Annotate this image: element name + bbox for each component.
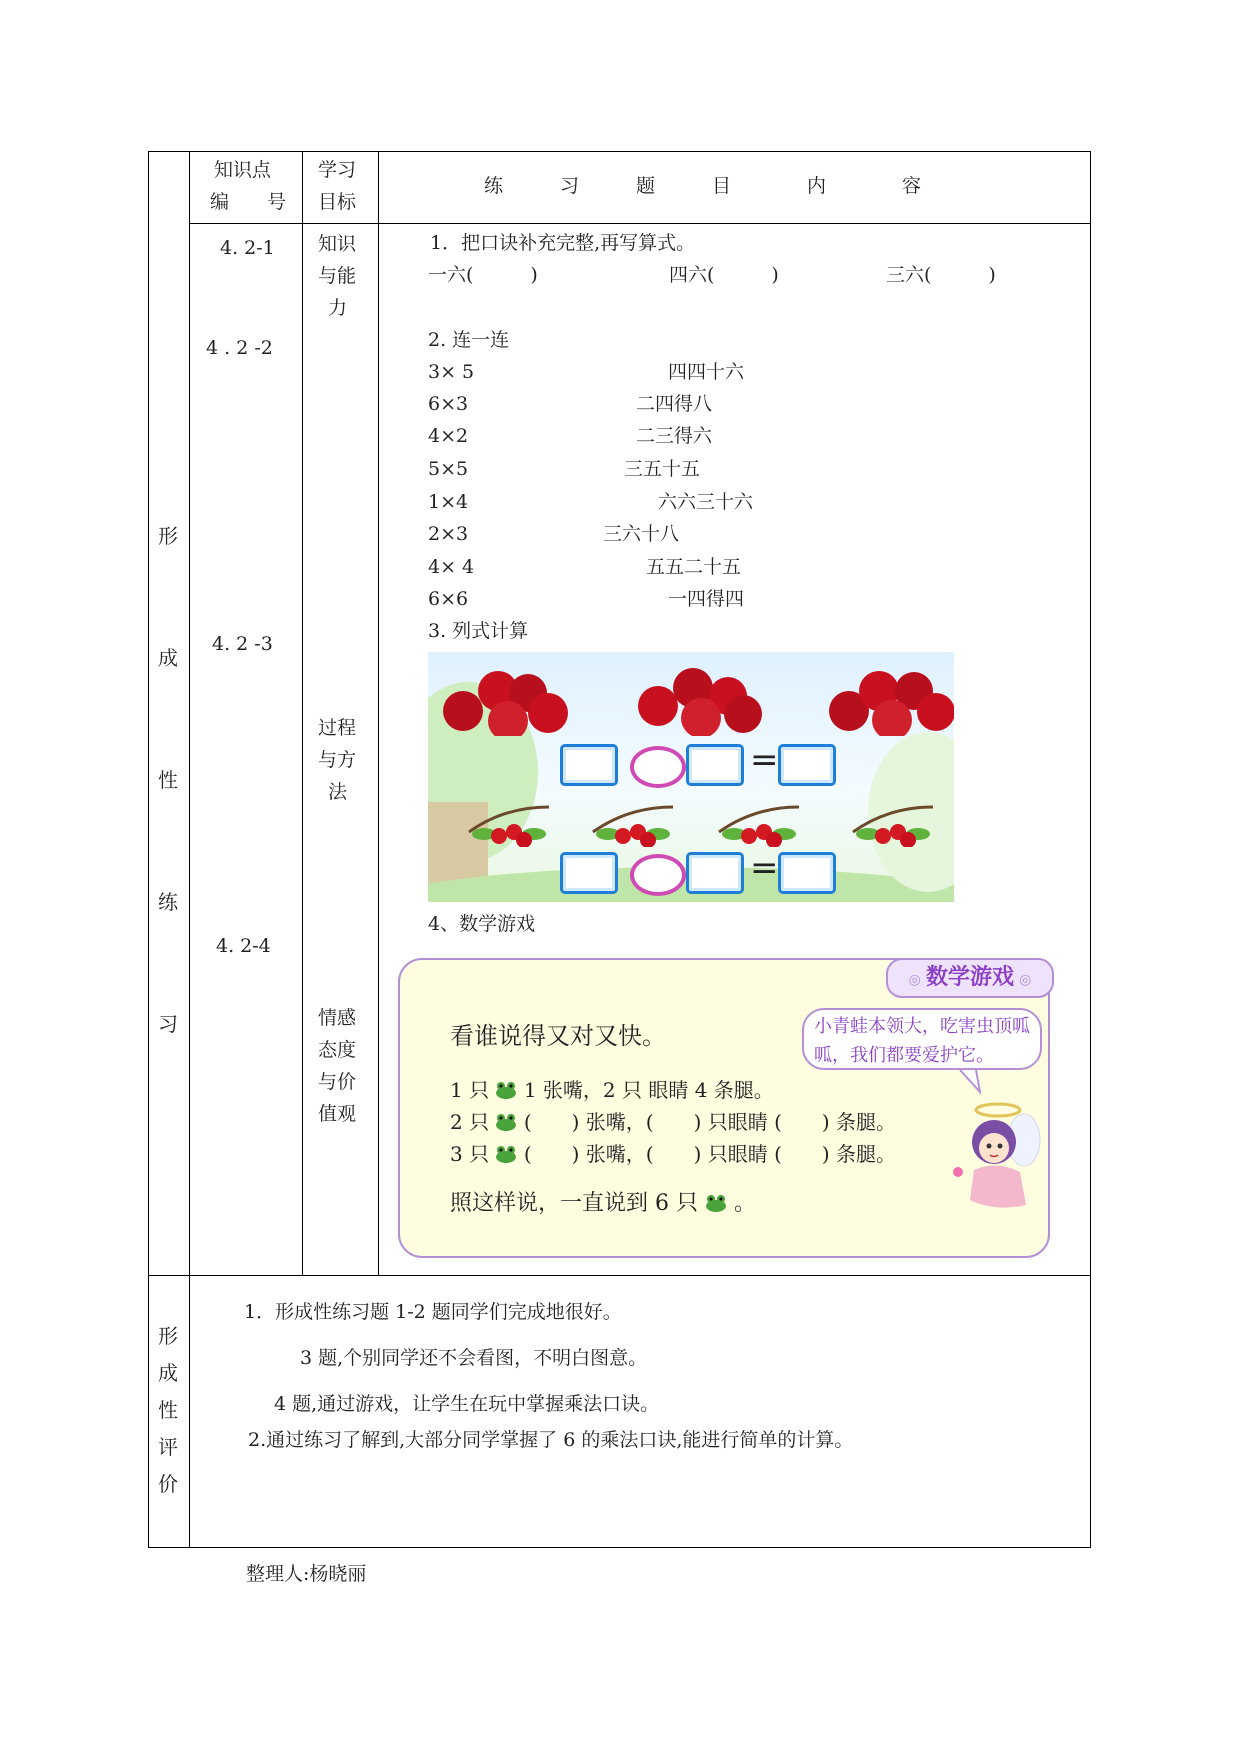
- q1-item-1: 一六( ): [428, 264, 538, 286]
- left-label-1: 形: [158, 524, 178, 548]
- q1-title: 1．把口诀补充完整,再写算式。: [430, 232, 696, 254]
- q2-left-3: 4×2: [428, 425, 469, 447]
- eval-label-2: 成: [158, 1361, 178, 1385]
- eval-label-3: 性: [158, 1398, 178, 1422]
- equals-sign: =: [750, 740, 779, 780]
- lychee-cluster-2: [633, 666, 773, 736]
- answer-box[interactable]: [778, 852, 836, 894]
- header-kp-line1: 知识点: [214, 159, 272, 181]
- speech-bubble-tail: [958, 1070, 988, 1094]
- kp-number-4: 4. 2-4: [216, 935, 271, 957]
- eval-label-5: 价: [158, 1472, 178, 1496]
- header-content: 练 习 题 目 内 容: [484, 175, 922, 197]
- game-line-4: 照这样说，一直说到 6 只 。: [450, 1191, 756, 1216]
- q2-title: 2. 连一连: [428, 329, 510, 351]
- q2-right-2: 二四得八: [636, 393, 713, 415]
- frog-icon: [495, 1112, 517, 1132]
- answer-box[interactable]: [778, 744, 836, 786]
- q2-right-3: 二三得六: [636, 425, 713, 447]
- header-kp-line2: 编 号: [210, 191, 287, 213]
- kp-number-2: 4 . 2 -2: [206, 337, 273, 359]
- frog-icon: [705, 1193, 727, 1213]
- angel-girl-illustration: [946, 1100, 1042, 1220]
- operator-circle[interactable]: [630, 746, 686, 788]
- frog-icon: [495, 1144, 517, 1164]
- goal-knowledge: 知识 与能 力: [318, 233, 357, 319]
- q1-item-3: 三六( ): [886, 264, 996, 286]
- cherry-branch-4: [848, 802, 938, 847]
- left-label-5: 习: [158, 1012, 178, 1036]
- game-prompt: 看谁说得又对又快。: [450, 1022, 666, 1050]
- answer-box[interactable]: [560, 852, 618, 894]
- answer-box[interactable]: [686, 852, 744, 894]
- cherry-branch-1: [464, 802, 554, 847]
- header-goal-line2: 目标: [318, 191, 357, 213]
- eval-label-4: 评: [158, 1435, 178, 1459]
- q3-illustration: [428, 652, 954, 902]
- q2-left-5: 1×4: [428, 491, 469, 513]
- q2-right-6: 三六十八: [603, 523, 680, 545]
- operator-circle[interactable]: [630, 854, 686, 896]
- kp-number-3: 4. 2 -3: [212, 633, 273, 655]
- eval-line-4: 2.通过练习了解到,大部分同学掌握了 6 的乘法口诀,能进行简单的计算。: [248, 1429, 854, 1451]
- speech-bubble: 小青蛙本领大，吃害虫顶呱呱，我们都要爱护它。: [802, 1008, 1042, 1070]
- eval-label-1: 形: [158, 1324, 178, 1348]
- cherry-branch-3: [714, 802, 804, 847]
- math-game-tag: ◎ 数学游戏 ◎: [886, 958, 1054, 998]
- q4-title: 4、数学游戏: [428, 913, 536, 935]
- goal-process: 过程 与方 法: [318, 717, 357, 803]
- q2-right-4: 三五十五: [624, 458, 701, 480]
- q2-left-1: 3× 5: [428, 361, 475, 383]
- q2-left-7: 4× 4: [428, 556, 475, 578]
- game-line-2: 2 只 ( ) 张嘴，( ) 只眼睛 ( ) 条腿。: [450, 1110, 897, 1134]
- lychee-cluster-1: [438, 666, 578, 736]
- q2-left-4: 5×5: [428, 458, 469, 480]
- left-label-3: 性: [158, 768, 178, 792]
- eval-line-1: 1．形成性练习题 1-2 题同学们完成地很好。: [244, 1301, 622, 1323]
- game-line-3: 3 只 ( ) 张嘴，( ) 只眼睛 ( ) 条腿。: [450, 1142, 897, 1166]
- q2-right-7: 五五二十五: [646, 556, 742, 578]
- left-label-4: 练: [158, 890, 178, 914]
- answer-box[interactable]: [560, 744, 618, 786]
- q2-left-2: 6×3: [428, 393, 469, 415]
- eval-line-2: 3 题,个别同学还不会看图，不明白图意。: [300, 1347, 648, 1369]
- q2-right-1: 四四十六: [668, 361, 745, 383]
- q2-right-8: 一四得四: [668, 588, 745, 610]
- math-game-panel: [398, 958, 1050, 1258]
- q3-title: 3. 列式计算: [428, 620, 529, 642]
- kp-number-1: 4. 2-1: [220, 237, 275, 259]
- left-label-2: 成: [158, 646, 178, 670]
- answer-box[interactable]: [686, 744, 744, 786]
- frog-icon: [495, 1080, 517, 1100]
- eval-line-3: 4 题,通过游戏，让学生在玩中掌握乘法口诀。: [274, 1393, 660, 1415]
- equals-sign: =: [750, 848, 779, 888]
- compiler-name: 整理人:杨晓丽: [246, 1563, 367, 1585]
- header-goal-line1: 学习: [318, 159, 357, 181]
- goal-attitude: 情感 态度 与价 值观: [318, 1007, 357, 1125]
- game-line-1: 1 只 1 张嘴，2 只 眼睛 4 条腿。: [450, 1078, 774, 1102]
- q1-item-2: 四六( ): [669, 264, 779, 286]
- cherry-branch-2: [588, 802, 678, 847]
- q2-left-8: 6×6: [428, 588, 469, 610]
- lychee-cluster-3: [824, 666, 954, 736]
- q2-left-6: 2×3: [428, 523, 469, 545]
- q2-right-5: 六六三十六: [658, 491, 754, 513]
